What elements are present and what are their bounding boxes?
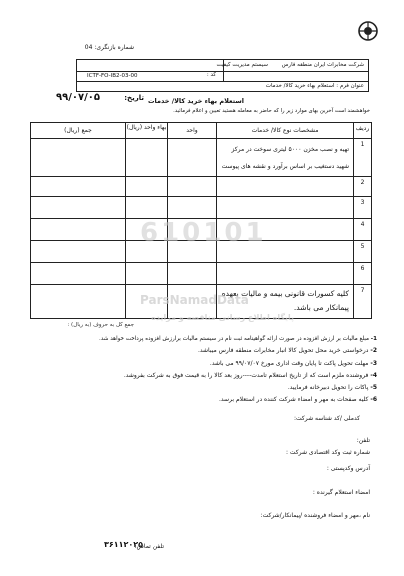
table-row: 7 کلیه کسورات قانونی بیمه و مالیات بعهده پیمانکار می باشد.	[31, 285, 372, 319]
intro-text: خواهشمند است آخرین بهای موارد زیر را که حاضر به معامله هستید تعیین و اعلام فرمائید.	[173, 108, 370, 114]
system-name: سیستم مدیریت کیفیت	[216, 62, 268, 68]
contact-phone-label: تلفن تماس:	[134, 543, 164, 550]
form-header	[76, 59, 369, 92]
table-row: 4	[31, 219, 372, 241]
table-row: 2	[31, 177, 372, 197]
form-code: ICTF-FO-IB2-03-00	[87, 73, 138, 79]
col-spec: مشخصات نوع کالا/ خدمات	[217, 123, 354, 139]
col-total: جمع (ریال)	[31, 123, 126, 139]
table-row: 5	[31, 241, 372, 263]
table-header-row	[31, 123, 372, 139]
seller-signature-field: نام ،مهر و امضاء فروشنده /پیمانکار/شرکت:	[260, 512, 370, 519]
national-id-field: کدملی /کد شناسه شرکت:	[294, 415, 360, 422]
revision-number: شماره بازنگری: 04	[84, 44, 134, 51]
notes-list	[27, 334, 377, 406]
table-row: 1 تهیه و نصب مخزن ۵۰۰۰ لیتری سوخت در مرکز شهید دستغیب بر اساس برآورد و نقشه های پیوست	[31, 139, 372, 177]
inquiry-title: استعلام بهاء خرید کالا/ خدمات	[148, 97, 244, 105]
note-item: 1- مبلغ مالیات بر ارزش افزوده در صورت ارائه گواهینامه ثبت نام در سیستم مالیات برارزش افزوده پرداخت خواهد شد.	[99, 336, 377, 342]
table-row: 6	[31, 263, 372, 285]
note-item: 3- مهلت تحویل پاکت تا پایان وقت اداری مورخ ۹۹/۰۷/۰۷ می باشد.	[209, 360, 377, 367]
col-row: ردیف	[354, 123, 372, 139]
registration-field: شماره ثبت وکد اقتصادی شرکت :	[285, 449, 370, 456]
address-field: آدرس وکدپستی :	[326, 465, 370, 472]
contact-phone-value: ۳۶۱۱۲۰۲۵	[104, 540, 144, 549]
row-description: کلیه کسورات قانونی بیمه و مالیات بعهده پیمانکار می باشد.	[217, 285, 354, 319]
col-unit: واحد	[168, 123, 217, 139]
total-in-words: جمع کل به حروف (به ریال) :	[67, 322, 134, 328]
table-row: 3	[31, 197, 372, 219]
note-item: 5- پاکات را تحویل دبیرخانه فرمایید.	[287, 384, 377, 391]
date-label: تاریخ:	[124, 94, 144, 102]
watermark-number: 610101	[140, 218, 267, 248]
code-label: کد :	[206, 72, 216, 78]
watermark-logo-text: ParsNamadData	[140, 293, 249, 307]
note-item: 6- کلیه صفحات به مهر و امضاء شرکت کننده در استعلام برسد.	[218, 396, 377, 403]
row-description: تهیه و نصب مخزن ۵۰۰۰ لیتری سوخت در مرکز شهید دستغیب بر اساس برآورد و نقشه های پیوست	[217, 139, 354, 177]
phone-field: تلفن:	[356, 437, 370, 444]
receiver-signature-field: امضاء استعلام گیرنده :	[312, 489, 370, 496]
company-logo-icon	[357, 20, 379, 42]
form-title: عنوان فرم : استعلام بهاء خرید کالا/ خدمات	[265, 83, 364, 89]
note-item: 2- درخواستی خرید محل تحویل کالا انبار مخابرات منطقه فارس میباشد.	[197, 347, 377, 354]
date-value: ۹۹/۰۷/۰۵	[56, 92, 100, 103]
watermark-tagline: پایگاه اطلاع رسانی مناقصه و مزایده	[151, 313, 294, 322]
company-name: شرکت مخابرات ایران منطقه فارس	[281, 62, 364, 68]
col-unit-price: بهاء واحد (ریال)	[126, 123, 168, 139]
note-item: 4- فروشنده ملزم است که از تاریخ استعلام تامدت----روز بعد کالا را به قیمت فوق به شرکت بفروشد.	[123, 372, 377, 379]
